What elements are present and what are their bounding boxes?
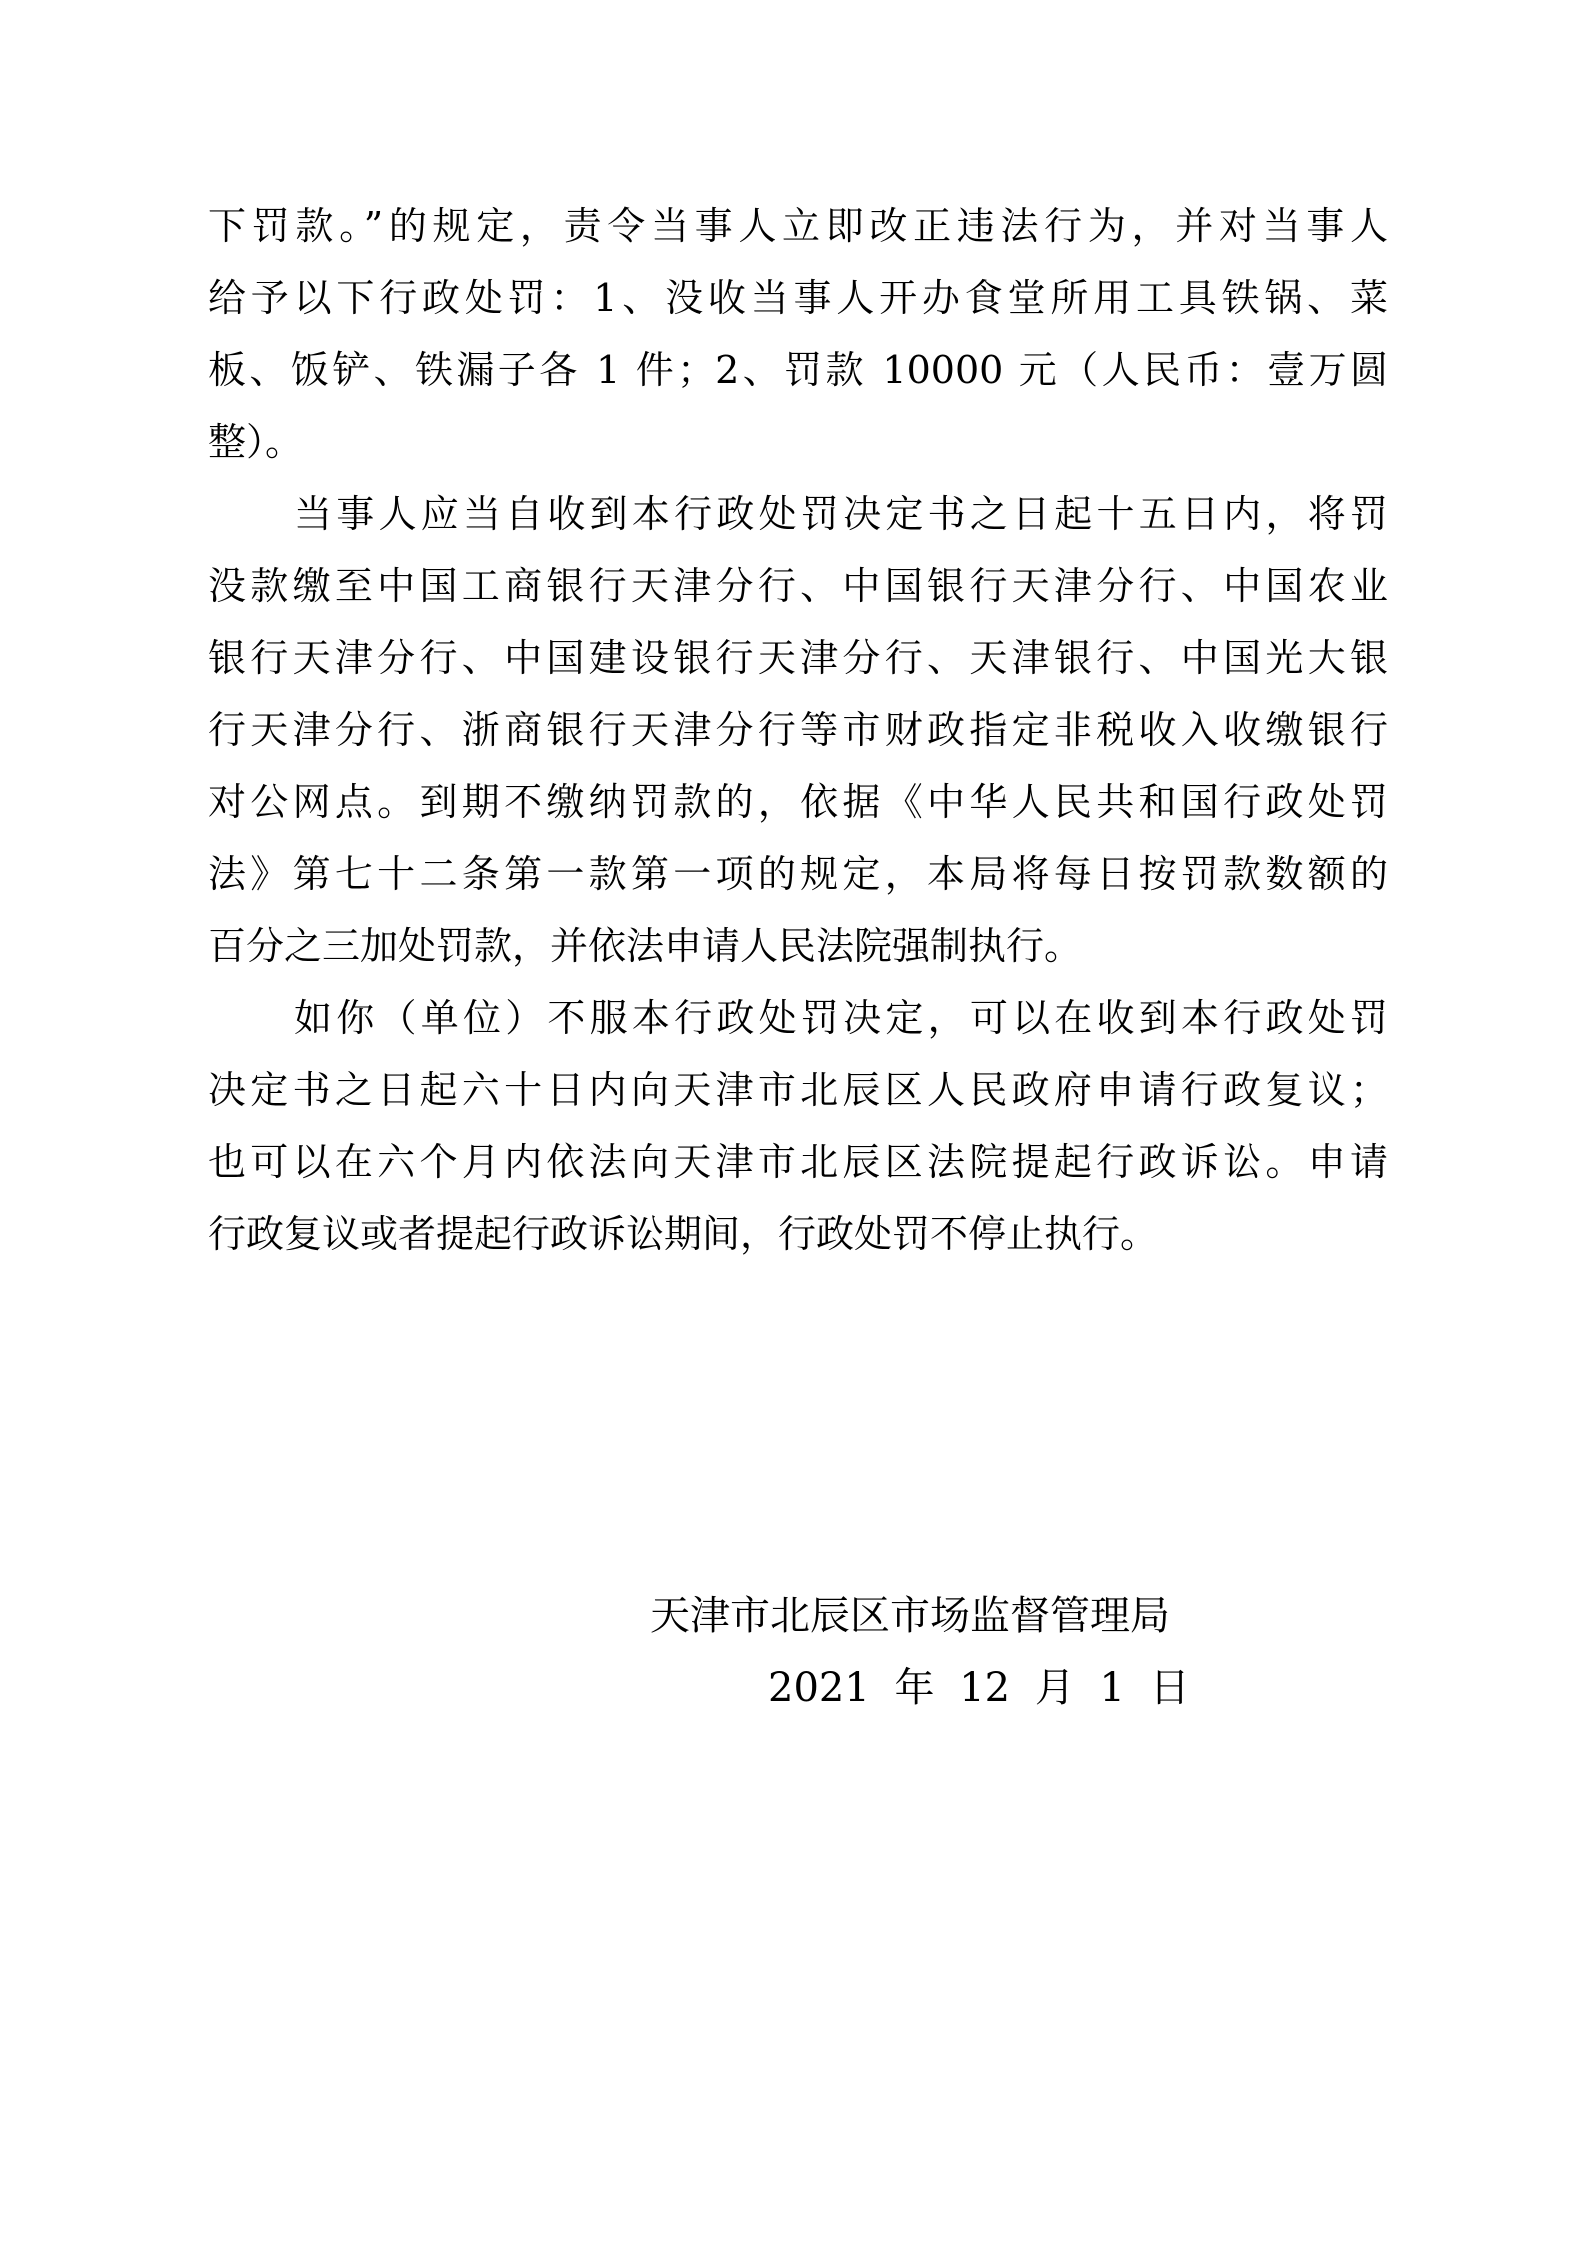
paragraph-line: 整）。 [208,420,304,464]
paragraph-line: 百分之三加处罚款，并依法申请人民法院强制执行。 [208,924,1083,968]
issuing-organization: 天津市北辰区市场监督管理局 [650,1593,1170,1639]
document-body [208,190,1388,1270]
issue-date: 2021 年 12 月 1 日 [768,1665,1190,1711]
paragraph-line: 法》第七十二条第一款第一项的规定，本局将每日按罚款数额的 [208,852,1388,896]
paragraph-line: 行天津分行、浙商银行天津分行等市财政指定非税收入收缴银行 [208,708,1388,752]
paragraph-line: 没款缴至中国工商银行天津分行、中国银行天津分行、中国农业 [208,564,1388,608]
paragraph-line: 当事人应当自收到本行政处罚决定书之日起十五日内，将罚 [294,492,1388,536]
paragraph-line: 行政复议或者提起行政诉讼期间，行政处罚不停止执行。 [208,1212,1159,1256]
paragraph-line: 银行天津分行、中国建设银行天津分行、天津银行、中国光大银 [208,636,1388,680]
paragraph-line: 给予以下行政处罚：1、没收当事人开办食堂所用工具铁锅、菜 [208,276,1388,320]
signature-block [650,1580,1250,1724]
paragraph-line: 决定书之日起六十日内向天津市北辰区人民政府申请行政复议； [208,1068,1388,1112]
paragraph-line: 如你（单位）不服本行政处罚决定，可以在收到本行政处罚 [294,996,1388,1040]
paragraph-line: 下罚款。”的规定，责令当事人立即改正违法行为，并对当事人 [208,204,1388,248]
paragraph-line: 板、饭铲、铁漏子各 1 件；2、罚款 10000 元（人民币：壹万圆 [208,348,1388,392]
paragraph-line: 也可以在六个月内依法向天津市北辰区法院提起行政诉讼。申请 [208,1140,1388,1184]
paragraph-line: 对公网点。到期不缴纳罚款的，依据《中华人民共和国行政处罚 [208,780,1388,824]
